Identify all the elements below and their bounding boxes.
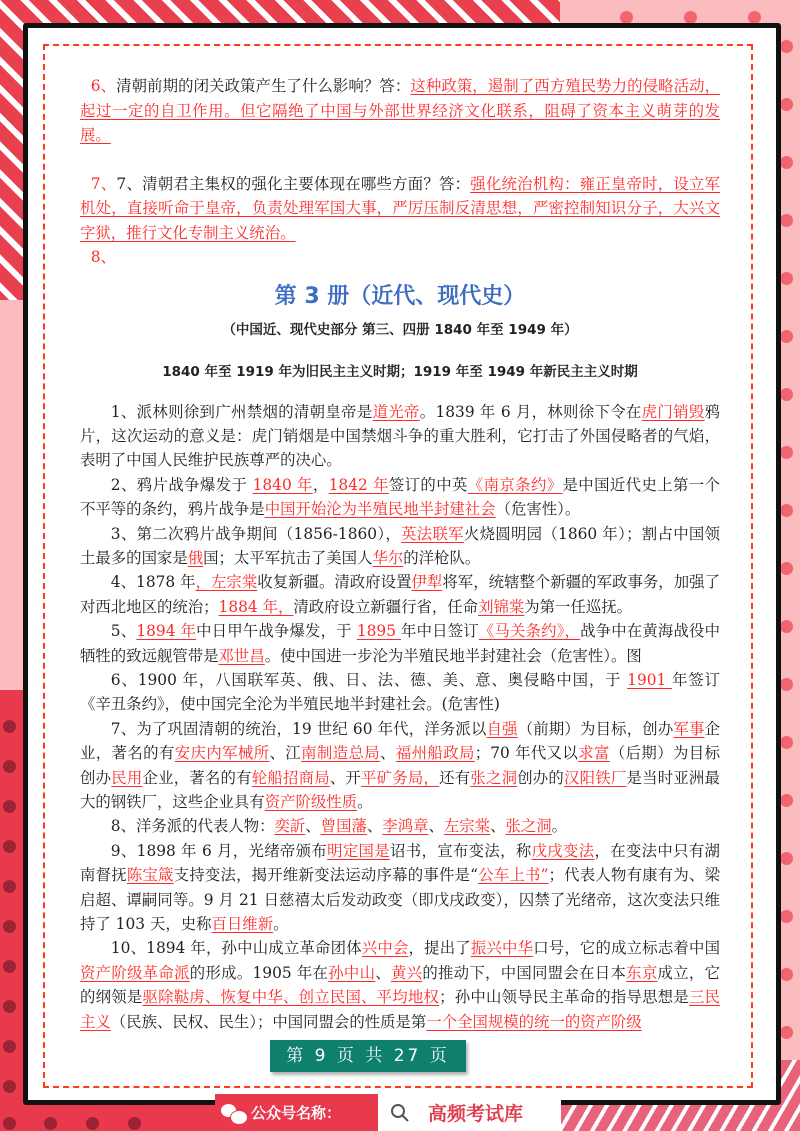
- dot: [780, 214, 793, 227]
- answer-highlight: 1884 年，: [218, 597, 294, 616]
- answer-highlight: 福州船政局: [395, 744, 475, 763]
- dot: [3, 960, 16, 973]
- answer-highlight: 1895: [356, 622, 402, 641]
- dot: [780, 678, 793, 691]
- text-segment: 中日甲午战争爆发，于: [196, 622, 357, 641]
- answer-highlight: 伊犁: [411, 573, 443, 592]
- answer-highlight: 曾国藩: [320, 817, 367, 836]
- text-segment: 战争中在黄海战役中牺牲的致远舰管带是: [80, 622, 720, 665]
- answer-highlight: 资产阶级革命派: [80, 963, 190, 982]
- text-segment: ；代表人物有康有为、梁启超、谭嗣同等。9 月 21 日慈禧太后发动政变（即戊戌政变），囚禁了光绪帝，这次变法只维持了 103 天，史称: [80, 866, 720, 934]
- answer-highlight: 奕訢: [274, 817, 306, 836]
- text-segment: 。: [357, 793, 373, 811]
- chapter-subtitle: （中国近、现代史部分 第三、四册 1840 年至 1949 年）: [222, 321, 578, 338]
- question-item: [80, 172, 720, 246]
- dot: [3, 880, 16, 893]
- answer-highlight: 一个全国规模的统一的资产阶级: [426, 1012, 642, 1031]
- text-segment: 支持变法，揭开维新变法运动序幕的事件是“: [173, 866, 479, 885]
- answer-highlight: 明定国是: [327, 841, 391, 860]
- answer-highlight: 华尔: [372, 548, 404, 567]
- dot: [3, 840, 16, 853]
- text-segment: 鸦片，这次运动的意义是：虎门销烟是中国禁烟斗争的重大胜利，它打击了外国侵略者的气焰，表明了中国人民维护民族尊严的决心。: [80, 402, 720, 470]
- dot: [128, 1117, 141, 1130]
- question-number: 7、: [90, 174, 117, 193]
- answer-highlight: 南制造总局: [301, 744, 381, 763]
- dot: [780, 852, 793, 865]
- text-segment: ，在变法中只有湖南督抚: [80, 841, 720, 885]
- wechat-icon: [221, 1102, 247, 1124]
- text-segment: 、开: [329, 768, 362, 787]
- dot: [3, 1040, 16, 1053]
- text-segment: 清朝前期的闭关政策产生了什么影响？答：: [116, 77, 411, 95]
- dot: [780, 1026, 793, 1039]
- search-icon: [390, 1103, 410, 1123]
- answer-highlight: 安庆内军械所: [174, 744, 270, 763]
- text-segment: 签订的中英: [388, 475, 468, 494]
- dot: [3, 1000, 16, 1013]
- text-segment: （危害性）。: [495, 500, 581, 519]
- answer-highlight: 兴中会: [361, 939, 409, 958]
- answer-highlight: 汉阳铁厂: [564, 768, 627, 787]
- paragraph: [80, 839, 720, 937]
- paragraph: [80, 570, 720, 619]
- text-segment: 8、洋务派的代表人物：: [110, 817, 275, 836]
- text-segment: 企业，著名的有: [142, 768, 252, 787]
- answer-highlight: 虎门销毁: [641, 402, 705, 421]
- account-search-box[interactable]: [378, 1094, 561, 1131]
- dot: [780, 504, 793, 517]
- answer-highlight: 孙中山: [328, 963, 376, 982]
- account-name: 高频考试库: [428, 1103, 524, 1125]
- answer-highlight: 强化统治机构：雍正皇帝时，设立军机处，直接听命于皇帝，负责处理军国大事，严厉压制反清思想，严密控制知识分子，大兴文字狱，推行文化专制主义统治。: [80, 174, 720, 242]
- question-item: [80, 245, 720, 270]
- paragraph: [80, 814, 720, 838]
- text-segment: 、: [366, 817, 383, 836]
- text-segment: 的形成。1905 年在: [189, 963, 329, 982]
- answer-highlight: 陈宝箴: [126, 866, 174, 885]
- answer-highlight: 《南京条约》: [467, 475, 563, 494]
- dot: [780, 40, 793, 53]
- dot: [780, 562, 793, 575]
- text-segment: 。: [273, 915, 289, 934]
- qa-section: [80, 74, 720, 270]
- answer-highlight: 张之洞: [505, 817, 552, 836]
- dot: [86, 1117, 99, 1130]
- text-segment: 4、1878 年: [110, 573, 196, 592]
- dot: [780, 446, 793, 459]
- text-segment: 清政府设立新疆行省，任命: [293, 597, 479, 616]
- answer-highlight: 军事: [673, 719, 705, 738]
- text-segment: 10、1894 年，孙中山成立革命团体: [110, 939, 362, 958]
- dot: [3, 1080, 16, 1093]
- text-segment: 2、鸦片战争爆发于: [110, 475, 253, 494]
- account-label: 公众号名称：: [251, 1104, 342, 1122]
- text-segment: 口号，它的成立标志着中国: [533, 939, 720, 958]
- dot: [780, 794, 793, 807]
- text-segment: 、: [428, 817, 444, 836]
- text-segment: 国；太平军抗击了美国人: [203, 548, 373, 567]
- text-segment: 、: [490, 817, 506, 836]
- text-segment: 还有: [439, 768, 471, 787]
- question-item: [80, 74, 720, 148]
- answer-highlight: 百日维新: [211, 915, 274, 934]
- answer-highlight: 俄: [187, 548, 204, 567]
- dot: [780, 388, 793, 401]
- answer-highlight: ，左宗棠: [195, 573, 258, 592]
- text-segment: （前期）为目标，创办: [517, 719, 674, 738]
- text-segment: 7、清朝君主集权的强化主要体现在哪些方面？答：: [116, 174, 471, 193]
- text-segment: 收复新疆。清政府设置: [257, 573, 412, 592]
- text-segment: 、: [375, 963, 391, 982]
- period-note: 1840 年至 1919 年为旧民主主义时期；1919 年至 1949 年新民主主义时期: [162, 363, 638, 380]
- text-segment: 是中国近代史上第一个不平等的条约，鸦片战争是: [80, 475, 720, 519]
- answer-highlight: 张之洞: [470, 768, 518, 787]
- answer-highlight: 1894 年: [136, 622, 197, 641]
- text-segment: 1、派林则徐到广州禁烟的清朝皇帝是: [110, 402, 373, 421]
- answer-highlight: 道光帝: [372, 402, 420, 421]
- dot: [780, 736, 793, 749]
- dot: [780, 330, 793, 343]
- text-segment: 火烧圆明园（1860 年）；割占中国领土最多的国家是: [80, 524, 720, 567]
- text-segment: 、: [305, 817, 321, 836]
- text-segment: ，: [312, 475, 329, 494]
- paragraph: [80, 668, 720, 717]
- answer-highlight: 资产阶级性质: [264, 793, 358, 811]
- text-segment: 成立，它的纲领是: [80, 963, 720, 1007]
- paragraph: [80, 473, 720, 522]
- text-segment: 。: [551, 817, 568, 836]
- question-number: 6、: [90, 77, 117, 95]
- text-segment: 、: [380, 744, 396, 763]
- answer-highlight: 公车上书”: [478, 866, 549, 885]
- text-segment: 的洋枪队。: [403, 548, 481, 567]
- dot: [3, 1117, 16, 1130]
- document-content: [80, 74, 720, 1034]
- text-segment: 年中日签订: [401, 622, 479, 641]
- answer-highlight: 东京: [626, 963, 658, 982]
- question-number: 8、: [90, 248, 116, 266]
- dot: [3, 720, 16, 733]
- answer-highlight: 这种政策，遏制了西方殖民势力的侵略活动，起过一定的自卫作用。但它隔绝了中国与外部世界经济文化联系，阻碍了资本主义萌芽的发展。: [80, 77, 720, 144]
- dot: [780, 968, 793, 981]
- answer-highlight: 黄兴: [390, 963, 423, 982]
- account-label-box: [215, 1094, 378, 1131]
- answer-highlight: 《马关条约》，: [478, 622, 581, 641]
- text-segment: 。1839 年 6 月，林则徐下令在: [419, 402, 642, 421]
- answer-highlight: 李鸿章: [382, 817, 429, 836]
- text-segment: 、江: [269, 744, 302, 763]
- dot: [780, 156, 793, 169]
- text-segment: 年签订《辛丑条约》，使中国完全沦为半殖民地半封建社会。(危害性): [80, 670, 720, 714]
- text-segment: 将军，统辖整个新疆的军政事务，加强了对西北地区的统治；: [80, 573, 720, 616]
- paragraph: [80, 619, 720, 668]
- answer-highlight: 自强: [486, 719, 518, 738]
- text-segment: ，提出了: [408, 939, 471, 958]
- dot: [44, 1117, 57, 1130]
- text-segment: 3、第二次鸦片战争期间（1856-1860），: [110, 524, 402, 543]
- dot: [3, 920, 16, 933]
- text-segment: （后期）为目标创办: [80, 744, 720, 787]
- dot: [780, 910, 793, 923]
- answer-highlight: 振兴中华: [470, 939, 534, 958]
- dot: [3, 800, 16, 813]
- paragraph: [80, 400, 720, 473]
- answer-highlight: 驱除鞑虏、恢复中华、创立民国、平均地权: [142, 988, 440, 1007]
- chapter-title: 第 3 册（近代、现代史）: [274, 283, 526, 309]
- text-segment: 企业，著名的有: [80, 719, 720, 763]
- dot: [780, 272, 793, 285]
- text-segment: 。使中国进一步沦为半殖民地半封建社会（危害性）。图: [264, 646, 642, 665]
- answer-highlight: 民用: [111, 768, 143, 787]
- answer-highlight: 轮船招商局: [251, 768, 330, 787]
- dot: [3, 760, 16, 773]
- text-segment: 是当时亚洲最大的钢铁厂，这些企业具有: [80, 768, 720, 811]
- text-segment: 5、: [110, 622, 137, 641]
- text-segment: 6、1900 年，八国联军英、俄、日、法、德、美、意、奥侵略中国，于: [110, 670, 628, 689]
- answer-highlight: 刘锦棠: [478, 597, 525, 616]
- text-segment: 为第一任巡抚。: [524, 597, 633, 616]
- answer-highlight: 邓世昌: [218, 646, 265, 665]
- answer-highlight: 平矿务局，: [361, 768, 440, 787]
- text-segment: 的推动下，中国同盟会在日本: [422, 963, 627, 982]
- text-segment: （民族、民权、民生）；中国同盟会的性质是第: [110, 1012, 427, 1031]
- answer-highlight: 1840 年: [252, 475, 313, 494]
- dot: [780, 620, 793, 633]
- answer-highlight: 1901: [627, 670, 673, 689]
- text-segment: ；孙中山领导民主革命的指导思想是: [439, 988, 689, 1007]
- paragraph: [80, 522, 720, 571]
- account-banner: [215, 1094, 561, 1131]
- answer-highlight: 求富: [578, 744, 610, 763]
- answer-highlight: 英法联军: [401, 524, 464, 543]
- paragraph: [80, 936, 720, 1034]
- answer-highlight: 1842 年: [328, 475, 389, 494]
- paragraphs: [80, 400, 720, 1035]
- paragraph: [80, 717, 720, 815]
- text-segment: ；70 年代又以: [474, 744, 579, 763]
- page-number-badge: 第 9 页 共 27 页: [270, 1040, 466, 1072]
- text-segment: 诏书，宣布变法，称: [390, 841, 532, 860]
- answer-highlight: 中国开始沦为半殖民地半封建社会: [264, 500, 496, 519]
- answer-highlight: 左宗棠: [443, 817, 491, 836]
- answer-highlight: 三民主义: [80, 988, 720, 1031]
- text-segment: 创办的: [517, 768, 565, 787]
- answer-highlight: 戊戌变法: [531, 841, 595, 860]
- text-segment: 9、1898 年 6 月，光绪帝颁布: [110, 841, 328, 860]
- dot: [780, 98, 793, 111]
- text-segment: 7、为了巩固清朝的统治，19 世纪 60 年代，洋务派以: [110, 719, 487, 738]
